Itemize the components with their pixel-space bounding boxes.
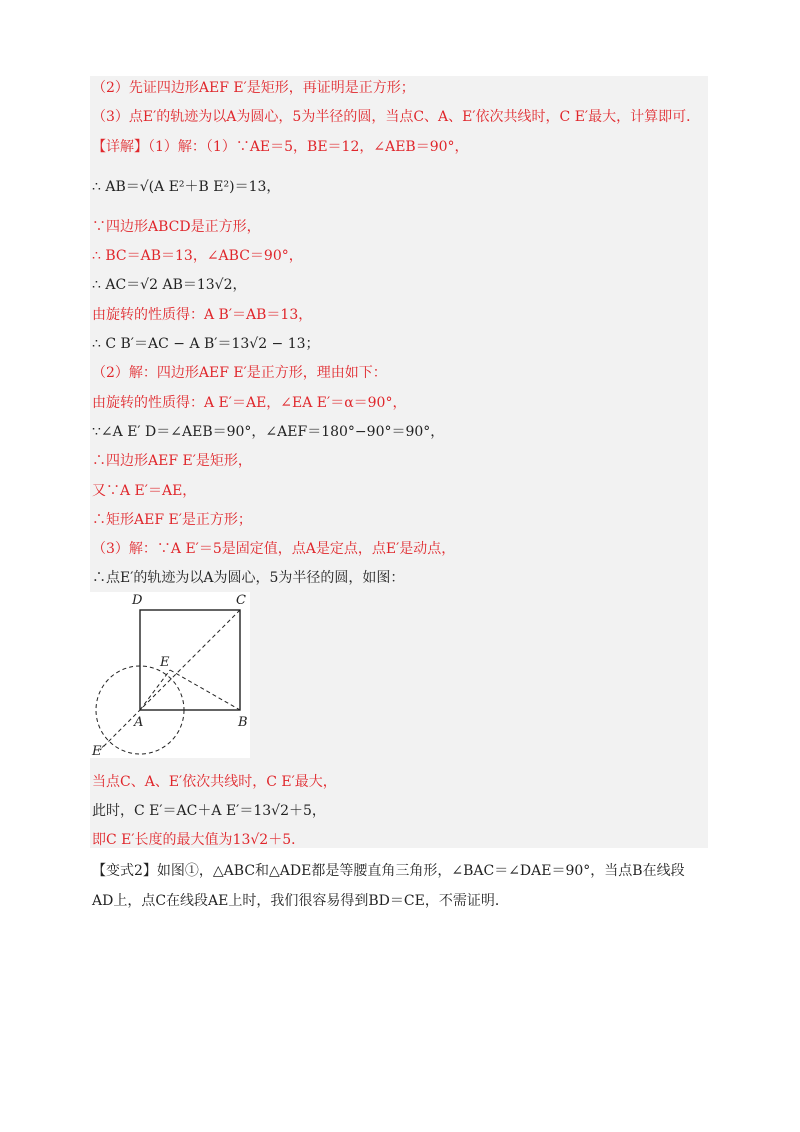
solution-line-18: 当点C、A、E′依次共线时，C E′最大， bbox=[92, 774, 337, 790]
label-d: D bbox=[132, 593, 143, 608]
square-circle-diagram bbox=[90, 592, 250, 758]
label-b: B bbox=[238, 715, 248, 730]
segment-eb bbox=[170, 670, 240, 710]
solution-line-5: ∵四边形ABCD是正方形， bbox=[92, 219, 261, 235]
label-c: C bbox=[236, 593, 246, 608]
variant-2-line-2: AD上，点C在线段AE上时，我们很容易得到BD＝CE，不需证明． bbox=[92, 893, 509, 909]
solution-line-1: （2）先证四边形AEF E′是矩形，再证明是正方形； bbox=[92, 80, 415, 96]
solution-line-7: ∴ AC＝√2 AB＝13√2， bbox=[92, 277, 247, 293]
solution-line-17: ∴点E′的轨迹为以A为圆心，5为半径的圆，如图： bbox=[92, 570, 405, 586]
solution-line-2: （3）点E′的轨迹为以A为圆心，5为半径的圆，当点C、A、E′依次共线时，C E′最大，计算即可． bbox=[92, 109, 701, 125]
solution-line-6: ∴ BC＝AB＝13，∠ABC＝90°， bbox=[92, 248, 303, 264]
variant-2-line-1: 【变式2】如图①，△ABC和△ADE都是等腰直角三角形，∠BAC＝∠DAE＝90°，当点B在线段 bbox=[92, 863, 685, 879]
solution-line-15: ∴矩形AEF E′是正方形； bbox=[92, 512, 252, 528]
segment-ae bbox=[140, 670, 170, 710]
solution-line-12: ∵∠A E′ D＝∠AEB＝90°，∠AEF＝180°−90°＝90°， bbox=[92, 424, 445, 440]
solution-line-11: 由旋转的性质得：A E′＝AE，∠EA E′＝α＝90°， bbox=[92, 395, 407, 411]
solution-line-20: 即C E′长度的最大值为13√2＋5． bbox=[92, 832, 306, 848]
solution-line-16: （3）解：∵A E′＝5是固定值，点A是定点，点E′是动点， bbox=[92, 541, 456, 557]
solution-line-19: 此时，C E′＝AC＋A E′＝13√2＋5， bbox=[92, 803, 326, 819]
line-c-e-prime bbox=[100, 610, 240, 750]
label-a: A bbox=[134, 715, 144, 730]
label-e: E bbox=[160, 655, 170, 670]
solution-line-3: 【详解】（1）解：（1）∵AE＝5，BE＝12，∠AEB＝90°， bbox=[92, 139, 469, 155]
solution-line-8: 由旋转的性质得：A B′＝AB＝13， bbox=[92, 307, 313, 323]
solution-line-10: （2）解：四边形AEF E′是正方形，理由如下： bbox=[92, 365, 387, 381]
solution-line-4: ∴ AB＝√(A E²＋B E²)＝13， bbox=[92, 179, 281, 195]
geometry-figure bbox=[90, 592, 250, 758]
solution-line-14: 又∵A E′＝AE， bbox=[92, 483, 197, 499]
label-e-prime: E′ bbox=[92, 744, 105, 758]
solution-line-13: ∴四边形AEF E′是矩形， bbox=[92, 453, 252, 469]
solution-line-9: ∴ C B′＝AC − A B′＝13√2 − 13； bbox=[92, 336, 320, 352]
